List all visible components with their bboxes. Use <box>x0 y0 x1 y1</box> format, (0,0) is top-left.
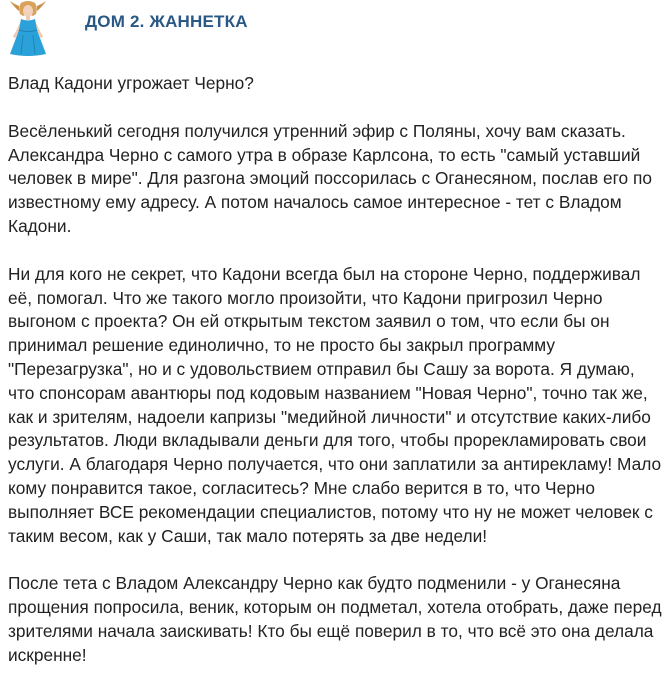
woman-in-blue-dress-avatar-icon <box>2 0 54 58</box>
post-paragraph-3: После тета с Владом Александру Черно как будто подменили - у Оганесяна прощения попросила, веник, которым он подметал, хотела отобрать, даже перед зрителями начала заискивать! Кто бы ещё поверил в то, что всё это она делала искренне! <box>8 573 662 665</box>
post-header <box>0 0 670 58</box>
channel-name-link[interactable]: ДОМ 2. ЖАННЕТКА <box>85 12 248 31</box>
post-paragraph-1: Весёленький сегодня получился утренний эфир с Поляны, хочу вам сказать. Александра Черно с самого утра в образе Карлсона, то есть "самый уставший человек в мире". Для разгона эмоций поссорилась с Оганесяном, послав его по известному ему адресу. А потом началось самое интересное - тет с Владом Кадони. <box>8 120 652 236</box>
avatar[interactable] <box>2 0 54 58</box>
post-paragraph-2: Ни для кого не секрет, что Кадони всегда был на стороне Черно, поддерживал её, помогал. Что же такого могло произойти, что Кадони пригрозил Черно выгоном с проекта? Он ей открытым текстом заявил о том, что если бы он принимал решение единолично, то не просто бы закрыл программу "Перезагрузка", но и с удовольствием отправил бы Сашу за ворота. Я думаю, что спонсорам авантюры под кодовым названием "Новая Черно", точно так же, как и зрителям, надоели капризы "медийной личности" и отсутствие каких-либо результатов. Люди вкладывали деньги для того, чтобы прорекламировать свои услуги. А благодаря Черно получается, что они заплатили за антирекламу! Мало кому понравится такое, согласитесь? Мне слабо верится в то, что Черно выполняет ВСЕ рекомендации специалистов, потому что ну не может человек с таким весом, как у Саши, так мало потерять за две недели! <box>8 263 662 546</box>
post-title: Влад Кадони угрожает Черно? <box>8 73 254 93</box>
post-text <box>8 72 664 692</box>
